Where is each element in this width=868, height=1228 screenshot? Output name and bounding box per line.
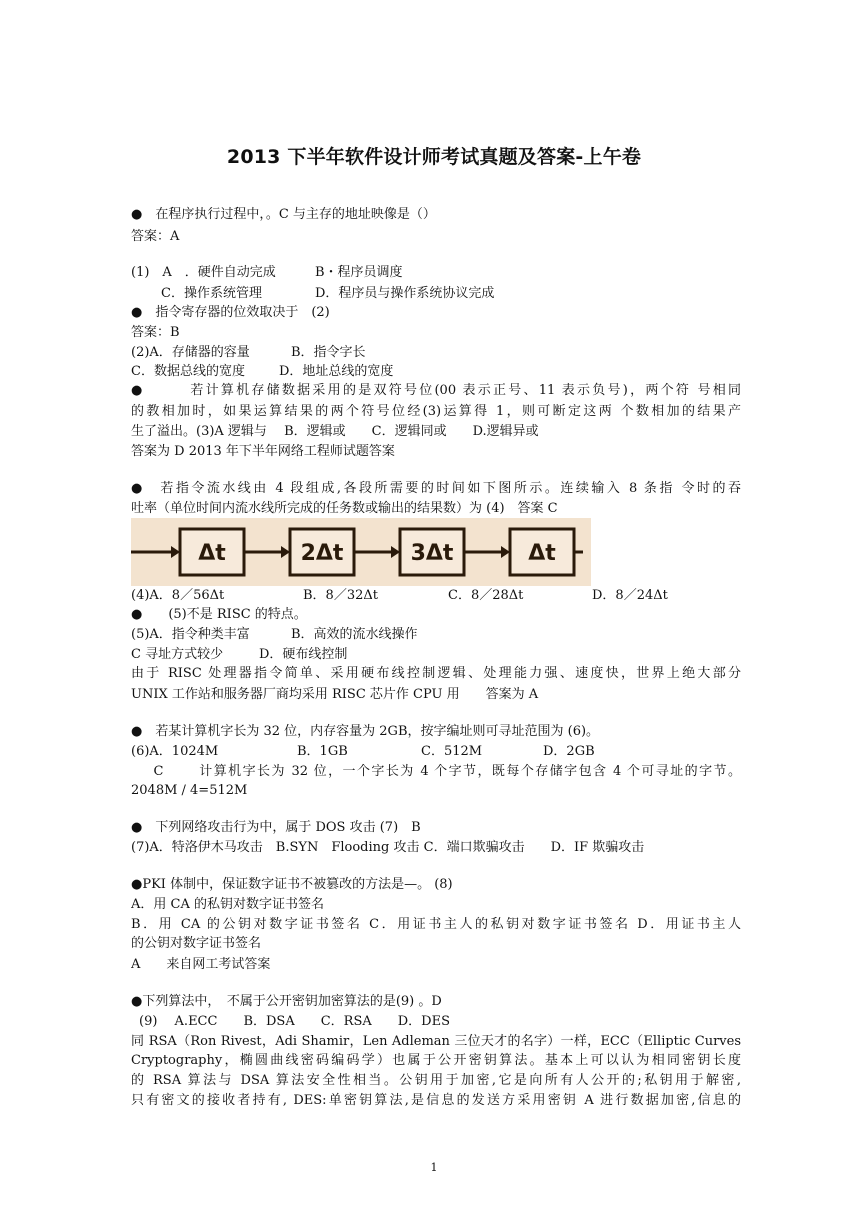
option-6d: D．2GB: [543, 744, 595, 759]
option-6b: B．1GB: [297, 744, 348, 759]
question-5-stem: ● (5)不是 RISC 的特点。: [131, 607, 307, 622]
options-7-row: (7)A．特洛伊木马攻击 B.SYN Flooding 攻击 C．端口欺骗攻击 D．IF 欺骗攻击: [131, 840, 645, 855]
question-8-stem: ●PKI 体制中，保证数字证书不被篡改的方法是—。 (8): [131, 877, 453, 892]
question-4-line2: 吐率（单位时间内流水线所完成的任务数或输出的结果数）为 (4) 答案 C: [131, 501, 558, 516]
option-6c: C．512M: [421, 744, 483, 759]
option-2c: C．数据总线的宽度: [131, 364, 245, 379]
explanation-9-line1: 同 RSA（Ron Rivest，Adi Shamir，Len Adleman 三位天才的名字）一样，ECC（Elliptic Curves: [131, 1034, 741, 1049]
answer-1: 答案：A: [131, 229, 180, 244]
pipeline-stage-label: 2Δt: [300, 541, 344, 566]
question-3-line3: 生了溢出。(3)A 逻辑与 B．逻辑或 C．逻辑同或 D.逻辑异或: [131, 424, 539, 439]
option-4d: D．8／24Δt: [592, 588, 668, 603]
option-1d: D．程序员与操作系统协议完成: [315, 286, 495, 301]
answer-8: A 来自网工考试答案: [131, 957, 271, 972]
question-1-stem: ● 在程序执行过程中，。C 与主存的地址映像是（）: [131, 207, 436, 222]
options-9-row: (9) A.ECC B．DSA C．RSA D．DES: [139, 1014, 450, 1029]
options-8-line: B．用 CA 的公钥对数字证书签名 C．用证书主人的私钥对数字证书签名 D．用证书主人: [131, 917, 741, 932]
question-3-line1: ● 若计算机存储数据采用的是双符号位(00 表示正号、11 表示负号)，两个符 号相同: [131, 383, 741, 398]
option-4a: (4)A．8／56Δt: [131, 588, 225, 603]
option-2d: D．地址总线的宽度: [279, 364, 394, 379]
option-4c: C．8／28Δt: [448, 588, 524, 603]
page-number: 1: [430, 1161, 438, 1174]
option-5b: B．高效的流水线操作: [291, 627, 418, 642]
pipeline-stage-label: Δt: [198, 541, 226, 566]
options-6-row: [131, 743, 741, 760]
options-1-row2: [161, 285, 741, 302]
pipeline-stage-label: 3Δt: [410, 541, 454, 566]
page-title: 2013 下半年软件设计师考试真题及答案-上午卷: [226, 146, 642, 168]
option-2a: (2)A．存储器的容量: [131, 345, 250, 360]
answer-3: 答案为 D 2013 年下半年网络工程师试题答案: [131, 444, 395, 459]
question-4-line1: ● 若指令流水线由 4 段组成,各段所需要的时间如下图所示。连续输入 8 条指 令时的吞: [131, 481, 741, 496]
explanation-9-line3: 的 RSA 算法与 DSA 算法安全性相当。公钥用于加密,它是向所有人公开的;私钥用于解密,: [131, 1073, 741, 1088]
explanation-9-line4: 只有密文的接收者持有, DES:单密钥算法,是信息的发送方采用密钥 A 进行数据加密,信息的: [131, 1093, 741, 1108]
answer-2: 答案：B: [131, 325, 180, 340]
options-2-row2: [131, 363, 741, 380]
option-5d: D．硬布线控制: [259, 647, 348, 662]
options-8-line-cont: 的公钥对数字证书签名: [131, 936, 262, 951]
pipeline-stage-label: Δt: [528, 541, 556, 566]
question-9-stem: ●下列算法中， 不属于公开密钥加密算法的是(9) 。D: [131, 994, 442, 1009]
option-2b: B．指令字长: [291, 345, 366, 360]
options-5-row1: [131, 626, 741, 643]
question-3-line2: 的教相加时，如果运算结果的两个符号位经(3)运算得 1，则可断定这两 个数相加的结果产: [131, 404, 741, 419]
option-1c: C．操作系统管理: [161, 286, 262, 301]
question-6-stem: ● 若某计算机字长为 32 位，内存容量为 2GB，按字编址则可寻址范围为 (6)。: [131, 724, 600, 739]
option-5c: C 寻址方式较少: [131, 647, 224, 662]
question-7-stem: ● 下列网络攻击行为中，属于 DOS 攻击 (7) B: [131, 820, 421, 835]
explanation-5-line2: UNIX 工作站和服务器厂商均采用 RISC 芯片作 CPU 用 答案为 A: [131, 687, 539, 702]
option-1b: B・程序员调度: [315, 265, 403, 280]
options-1-row1: [131, 264, 741, 281]
pipeline-diagram: [131, 518, 591, 586]
explanation-6-line2: 2048M / 4=512M: [131, 783, 248, 798]
option-8a: A．用 CA 的私钥对数字证书签名: [131, 897, 324, 912]
explanation-5-line1: 由于 RISC 处理器指令简单、采用硬布线控制逻辑、处理能力强、速度快，世界上绝大部分: [131, 666, 741, 681]
options-4-row: [131, 587, 741, 604]
option-6a: (6)A．1024M: [131, 744, 219, 759]
explanation-9-line2: Cryptography，椭圆曲线密码编码学）也属于公开密钥算法。基本上可以认为相同密钥长度: [131, 1053, 741, 1068]
options-5-row2: [131, 646, 741, 663]
option-1a: (1) A ．硬件自动完成: [131, 265, 276, 280]
option-5a: (5)A．指令种类丰富: [131, 627, 250, 642]
explanation-6-line1: C 计算机字长为 32 位，一个字长为 4 个字节，既每个存储字包含 4 个可寻址的字节。: [139, 764, 741, 779]
options-2-row1: [131, 344, 741, 361]
question-2-stem: ● 指令寄存器的位效取决于 (2): [131, 305, 330, 320]
option-4b: B．8／32Δt: [303, 588, 378, 603]
